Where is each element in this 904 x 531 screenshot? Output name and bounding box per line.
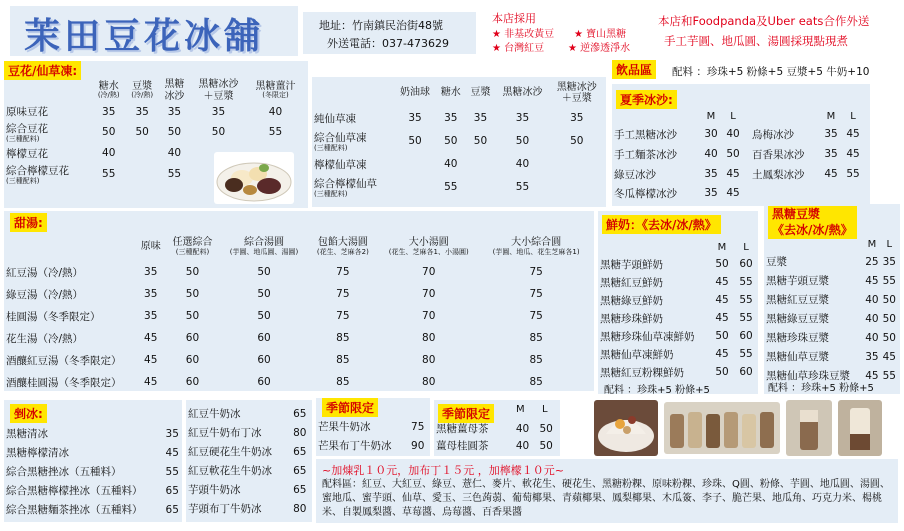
shaved-ice-title: 剉冰: bbox=[10, 404, 47, 423]
table-row: 黑糖清冰 35 bbox=[6, 427, 179, 440]
drinks-row-photo bbox=[664, 402, 780, 454]
sweet-soup-title: 甜湯: bbox=[10, 213, 47, 232]
col-header: 黑糖冰沙 ＋豆漿 bbox=[556, 81, 597, 104]
col-header: 豆漿 (冷/熱) bbox=[131, 80, 154, 100]
col-header: 黑糖薑汁 (冬限定) bbox=[255, 80, 296, 100]
col-header: 大小綜合圓 (芋圓、地瓜、花生芝麻各1) bbox=[492, 237, 580, 256]
table-row: 黑糖仙草豆漿 35 45 bbox=[766, 350, 896, 363]
table-row: 綜合豆花 (三種配料) 50 50 50 50 55 bbox=[6, 123, 283, 143]
table-row: 豆漿 25 35 bbox=[766, 255, 896, 268]
col-header: 糖水 bbox=[440, 87, 461, 99]
sweet-soup-panel bbox=[4, 211, 594, 391]
table-row: 花生湯（冷/熱） 45 60 60 85 80 85 bbox=[6, 332, 543, 345]
summer-ice-panel bbox=[612, 84, 870, 206]
delivery-line-1: 本店和Foodpanda及Uber eats合作外送 bbox=[658, 14, 870, 28]
table-row: 黑糖珍珠豆漿 40 50 bbox=[766, 331, 896, 344]
ingredients-title: 本店採用 bbox=[492, 12, 536, 25]
ingredients-block bbox=[488, 10, 648, 58]
shop-title-banner bbox=[10, 6, 298, 56]
shop-name: 茉田豆花冰舖 bbox=[24, 15, 265, 57]
table-row: 紅豆牛奶布丁冰 80 bbox=[188, 426, 307, 439]
table-row: 黑糖綠豆豆漿 40 50 bbox=[766, 312, 896, 325]
col-header: 糖水 (冷/熱) bbox=[97, 80, 120, 100]
col-header: 黑糖冰沙 bbox=[502, 87, 543, 99]
table-row: 檸檬仙草凍 40 40 bbox=[314, 158, 530, 171]
table-row: 紅豆硬花生牛奶冰 65 bbox=[188, 445, 307, 458]
table-row: 綠豆湯（冷/熱） 35 50 50 75 70 75 bbox=[6, 288, 543, 301]
table-row: 冬瓜檸檬冰沙 35 45 bbox=[614, 187, 740, 200]
table-row: 手工黑糖冰沙 30 40 bbox=[614, 128, 740, 141]
table-row: 綜合檸檬豆花 (三種配料) 55 55 bbox=[6, 164, 182, 185]
seasonal-tea-panel bbox=[434, 400, 560, 456]
milk-cup-photo bbox=[786, 400, 832, 456]
table-row: 芒果牛奶冰 75 bbox=[318, 420, 425, 433]
table-row: 綜合黑糖挫冰（五種料） 55 bbox=[6, 465, 179, 478]
table-row: 黑糖薑母茶 40 50 bbox=[436, 422, 553, 435]
summer-ice-right-table: M L 烏梅冰沙 35 45 百香果冰沙 35 45 土鳳梨冰沙 45 55 bbox=[750, 110, 864, 184]
table-row: 黑糖紅豆粉粿鮮奶 50 60 bbox=[600, 366, 753, 379]
table-row: 手工麵茶冰沙 40 50 bbox=[614, 148, 740, 161]
table-row: 黑糖仙草凍鮮奶 45 55 bbox=[600, 348, 753, 361]
ingredient-item: ★ 非基改黃豆 bbox=[492, 29, 555, 40]
drinks-title: 飲品區 bbox=[612, 60, 656, 79]
table-row: 原味豆花 35 35 35 35 40 bbox=[6, 105, 283, 118]
toppings-panel bbox=[316, 459, 898, 523]
table-row: 綜合檸檬仙草 (三種配料) 55 55 bbox=[314, 177, 530, 198]
table-row: 芋頭牛奶冰 65 bbox=[188, 483, 307, 496]
table-row: 綜合仙草凍 (三種配料) 50 50 50 50 50 bbox=[314, 131, 584, 152]
table-row: 純仙草凍 35 35 35 35 35 bbox=[314, 112, 584, 125]
col-header: 大小湯圓 (花生、芝麻各1、小湯圓) bbox=[388, 237, 469, 256]
ingredient-item: ★ 台灣紅豆 bbox=[492, 43, 545, 54]
summer-ice-title: 夏季冰沙: bbox=[616, 90, 677, 109]
table-row: 薑母桂圓茶 40 50 bbox=[436, 439, 553, 452]
douhua-title: 豆花/仙草凍: bbox=[4, 61, 81, 80]
table-row: 烏梅冰沙 35 45 bbox=[752, 128, 860, 141]
seasonal-tea-title: 季節限定 bbox=[438, 404, 494, 423]
col-header: M bbox=[516, 404, 525, 415]
col-header: 豆漿 bbox=[470, 87, 491, 99]
table-row: 檸檬豆花 40 40 bbox=[6, 147, 182, 160]
drinks-extras: 配料 ：珍珠+5 粉條+5 豆漿+5 牛奶+10 bbox=[672, 66, 870, 78]
table-row: 黑糖芋頭鮮奶 50 60 bbox=[600, 258, 753, 271]
ingredient-item: ★ 逆滲透淨水 bbox=[568, 43, 631, 54]
fresh-milk-extras: 配料 ：珍珠+5 粉條+5 bbox=[604, 385, 710, 396]
soy-milk-table: M L 豆漿 25 35 黑糖芋頭豆漿 45 55 黑糖紅豆豆漿 40 50 黑糖綠豆豆漿 40 50 黑糖珍珠豆漿 40 50 黑糖仙草豆漿 35 45 黑糖仙草珍珠豆漿 45 55 bbox=[764, 238, 898, 385]
table-row: 黑糖紅豆豆漿 40 50 bbox=[766, 293, 896, 306]
shaved-ice-photo bbox=[594, 400, 658, 456]
col-header: L bbox=[542, 404, 548, 415]
delivery-line-2: 手工芋圓、地瓜圓、湯圓採現點現煮 bbox=[664, 34, 848, 48]
table-row: 綠豆冰沙 35 45 bbox=[614, 168, 740, 181]
fresh-milk-table: M L 黑糖芋頭鮮奶 50 60 黑糖紅豆鮮奶 45 55 黑糖綠豆鮮奶 45 55 黑糖珍珠鮮奶 45 55 黑糖珍珠仙草凍鮮奶 50 60 黑糖仙草凍鮮奶 45 55 黑糖紅豆粉粿鮮奶 50 60 bbox=[598, 241, 758, 381]
soy-milk-panel bbox=[764, 204, 900, 394]
col-header: 綜合湯圓 (芋圓、地瓜圓、湯圓) bbox=[229, 237, 299, 256]
table-row: 土鳳梨冰沙 45 55 bbox=[752, 168, 860, 181]
shaved-ice-left-table bbox=[4, 424, 182, 519]
table-row: 黑糖珍珠鮮奶 45 55 bbox=[600, 312, 753, 325]
table-row: 酒釀桂圓湯（冬季限定） 45 60 60 85 80 85 bbox=[6, 376, 543, 389]
table-row: 芒果布丁牛奶冰 90 bbox=[318, 439, 425, 452]
table-row: 黑糖珍珠仙草凍鮮奶 50 60 bbox=[600, 330, 753, 343]
soy-milk-title: 黑糖豆漿 《去冰/冰/熱》 bbox=[768, 206, 857, 239]
milk-ice-table bbox=[186, 404, 310, 518]
table-row: 綜合黑糖麵茶挫冰（五種料） 65 bbox=[6, 503, 179, 516]
seasonal-mango-table bbox=[316, 417, 428, 455]
seasonal-mango-panel bbox=[316, 398, 430, 456]
table-row: 紅豆湯（冷/熱） 35 50 50 75 70 75 bbox=[6, 266, 543, 279]
table-row: 芋頭布丁牛奶冰 80 bbox=[188, 502, 307, 515]
table-row: 酒釀紅豆湯（冬季限定） 45 60 60 85 80 85 bbox=[6, 354, 543, 367]
table-row: 桂圓湯（冬季限定） 35 50 50 75 70 75 bbox=[6, 310, 543, 323]
table-row: 紅豆軟花生牛奶冰 65 bbox=[188, 464, 307, 477]
table-row: 黑糖仙草珍珠豆漿 45 55 bbox=[766, 369, 896, 382]
sweet-soup-table bbox=[4, 233, 592, 393]
col-header: 任選綜合 (三種配料) bbox=[172, 237, 213, 256]
table-row: 黑糖綠豆鮮奶 45 55 bbox=[600, 294, 753, 307]
address: 地址：竹南鎮民治街48號 bbox=[319, 19, 443, 32]
toppings-list: 配料區：紅豆、大紅豆、綠豆、薏仁、麥片、軟花生、硬花生、黑糖粉粿、原味粉粿、珍珠、Q圓、粉條、芋圓、地瓜圓、湯圓、蜜地瓜、蜜芋頭、仙草、愛玉、三色蒟蒻、葡萄椰果、青蘋椰果、鳳梨椰果、木瓜簽、李子、脆芒果、地瓜角、巧克力米、楊桃米、自製鳳梨醬、草莓醬、烏莓醬、百香果醬 bbox=[322, 479, 890, 518]
col-header: 包餡大湯圓 (花生、芝麻各2) bbox=[316, 237, 369, 256]
fresh-milk-title: 鮮奶：《去冰/冰/熱》 bbox=[602, 215, 721, 234]
phone: 外送電話：037-473629 bbox=[327, 37, 449, 50]
table-row: 紅豆牛奶冰 65 bbox=[188, 407, 307, 420]
table-row: 百香果冰沙 35 45 bbox=[752, 148, 860, 161]
shaved-ice-panel bbox=[4, 400, 182, 522]
soy-cup-photo bbox=[838, 400, 882, 456]
toppings-note: ~加煉乳１０元，加布丁１５元 ，加檸檬１０元~ bbox=[322, 464, 564, 477]
grass-jelly-panel bbox=[312, 77, 606, 207]
milk-ice-panel bbox=[186, 400, 312, 522]
table-row: 黑糖紅豆鮮奶 45 55 bbox=[600, 276, 753, 289]
douhua-bowl-photo bbox=[214, 152, 294, 204]
ingredient-item: ★ 寶山黑糖 bbox=[574, 29, 627, 40]
col-header: 奶油球 bbox=[400, 87, 430, 99]
seasonal-tea-table bbox=[434, 420, 558, 454]
table-row: 黑糖檸檬清冰 45 bbox=[6, 446, 179, 459]
summer-ice-left-table: M L 手工黑糖冰沙 30 40 手工麵茶冰沙 40 50 綠豆冰沙 35 45 冬瓜檸檬冰沙 35 45 bbox=[612, 110, 744, 202]
contact-panel bbox=[303, 12, 476, 54]
fresh-milk-panel bbox=[598, 211, 758, 394]
col-header: 原味 bbox=[140, 241, 161, 253]
soy-milk-extras: 配料 ：珍珠+5 粉條+5 bbox=[768, 383, 874, 394]
table-row: 黑糖芋頭豆漿 45 55 bbox=[766, 274, 896, 287]
col-header: 黑糖冰沙 ＋豆漿 bbox=[198, 79, 239, 102]
col-header: 黑糖 冰沙 bbox=[164, 79, 185, 102]
grass-jelly-table bbox=[312, 79, 604, 199]
seasonal-mango-title: 季節限定 bbox=[322, 398, 378, 417]
table-row: 綜合黑糖檸檬挫冰（五種料） 65 bbox=[6, 484, 179, 497]
